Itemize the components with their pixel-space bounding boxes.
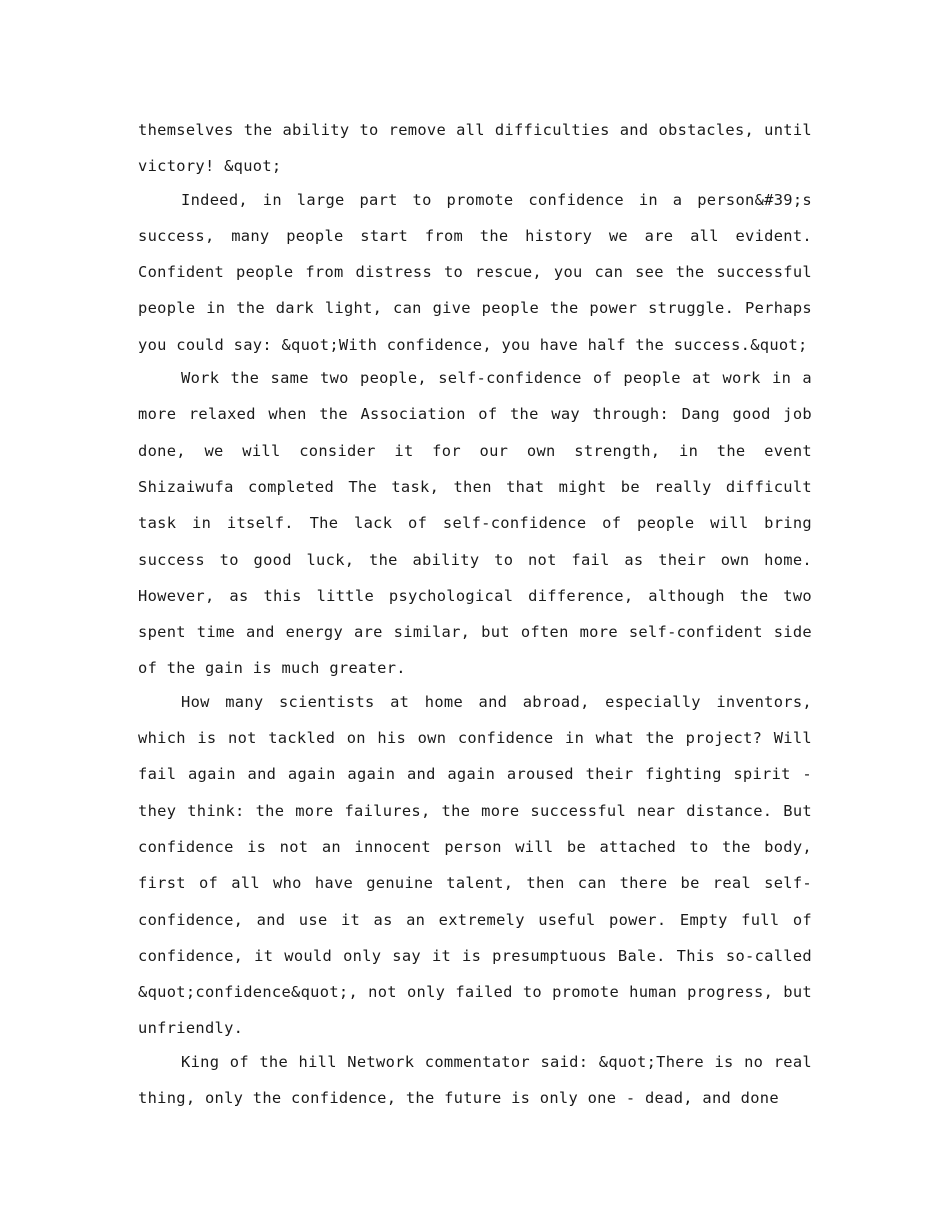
document-body [138, 112, 812, 1116]
paragraph-confidence-success: Indeed, in large part to promote confidence in a person&#39;s success, many people start from the history we are all evident. Confident people from distress to rescue, you can see the successful people in the dark light, can give people the power struggle. Perhaps you could say: &quot;With confidence, you have half the success.&quot; [138, 190, 812, 354]
paragraph-commentator: King of the hill Network commentator said: &quot;There is no real thing, only the confidence, the future is only one - dead, and done [138, 1052, 812, 1108]
paragraph-scientists: How many scientists at home and abroad, especially inventors, which is not tackled on his own confidence in what the project? Will fail again and again again and again aroused their fighting spirit - they think: the more failures, the more successful near distance. But confidence is not an innocent person will be attached to the body, first of all who have genuine talent, then can there be real self-confidence, and use it as an extremely useful power. Empty full of confidence, it would only say it is presumptuous Bale. This so-called &quot;confidence&quot;, not only failed to promote human progress, but unfriendly. [138, 692, 812, 1038]
paragraph-work-comparison: Work the same two people, self-confidence of people at work in a more relaxed when the Association of the way through: Dang good job done, we will consider it for our own strength, in the event Shizaiwufa completed The task, then that might be really difficult task in itself. The lack of self-confidence of people will bring success to good luck, the ability to not fail as their own home. However, as this little psychological difference, although the two spent time and energy are similar, but often more self-confident side of the gain is much greater. [138, 369, 812, 678]
paragraph-continuation: themselves the ability to remove all difficulties and obstacles, until victory! &quot; [138, 121, 812, 176]
